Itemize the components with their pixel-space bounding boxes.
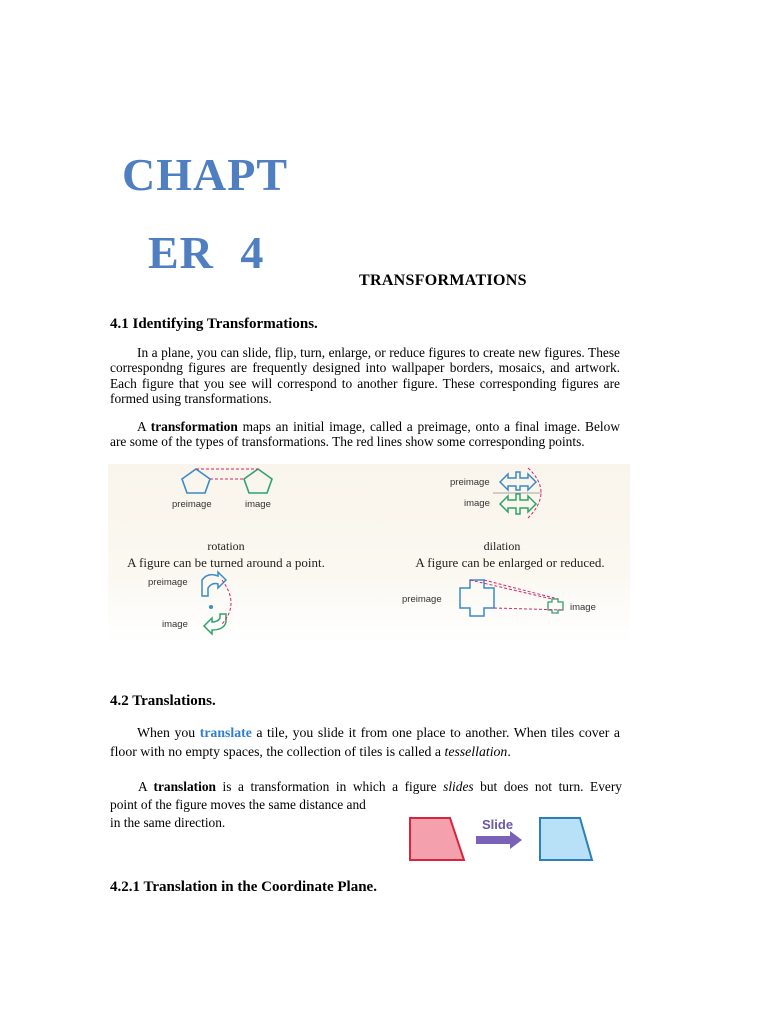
definition-line-1 [110,778,622,796]
dilation-preimage-label: preimage [402,594,442,605]
term-translate: translate [199,725,252,740]
term-transformation: transformation [150,419,238,434]
term-translation: translation [153,779,216,794]
arrow-cross-image [500,494,536,514]
intro-paragraph: In a plane, you can slide, flip, turn, enlarge, or reduce figures to create new figures. These correspondng figures are frequently designed into wallpaper borders, mosaics, and artwork. Each figure that you see will correspond to another figure. These corresponding figures are formed using transformations. [110,345,620,406]
rotation-example [148,572,231,634]
arrow-image [204,614,226,634]
dilation-ray [494,608,563,610]
rotation-image-label: image [162,619,188,630]
transformation-paragraph [110,419,620,450]
translation-preimage-label: preimage [172,499,212,510]
dilation-example [402,580,596,616]
arrow-preimage [202,572,226,596]
definition-line-2: point of the figure moves the same distance and [110,797,366,812]
document-title: TRANSFORMATIONS [359,272,527,289]
chapter-heading-line1: CHAPT [122,149,288,200]
translation-example [172,469,272,510]
reflection-preimage-label: preimage [450,477,490,488]
slide-illustration [406,814,598,866]
cross-image [548,599,563,613]
rotation-arc [222,580,231,624]
reflection-image-label: image [464,498,490,509]
dilation-ray [484,580,558,599]
text-run: . [507,744,511,759]
text-run: maps an initial image, called a preimage, onto a final image. Below are some of the types of transformations. The red lines show some corresponding points. [110,419,620,450]
text-run: a tile, you slide it from one place to another. When tiles cover a floor with no empty spaces, the collection of tiles is called a [110,725,620,759]
definition-line-3: in the same direction. [110,815,226,830]
rotation-description: A figure can be turned around a point. [127,555,325,570]
text-run: but does not turn. Every [473,779,623,794]
pentagon-image [244,469,272,493]
trapezoid-preimage [410,818,464,860]
rotation-heading: rotation [207,539,245,553]
cross-preimage [460,580,494,616]
reflection-example [450,468,542,518]
transformations-figure [108,464,630,644]
text-run: A [137,419,151,434]
trapezoid-image [540,818,592,860]
text-run: is a transformation in which a figure [215,779,444,794]
section-heading-4-2-1: 4.2.1 Translation in the Coordinate Plane. [110,879,377,895]
dilation-image-label: image [570,602,596,613]
term-slides: slides [443,779,474,794]
term-tessellation: tessellation [444,744,508,759]
slide-arrow-icon [476,831,522,849]
section-heading-4-2: 4.2 Translations. [110,693,216,709]
arrow-cross-preimage [500,472,536,490]
dilation-heading: dilation [483,539,521,553]
dilation-ray [470,580,552,599]
text-run: A [138,779,154,794]
transformations-illustration [108,464,630,644]
translation-image-label: image [245,499,271,510]
translate-paragraph [110,723,620,761]
slide-label: Slide [482,817,514,832]
chapter-heading-line2: ER 4 [148,227,265,278]
section-heading-4-1: 4.1 Identifying Transformations. [110,316,318,332]
rotation-preimage-label: preimage [148,577,188,588]
dilation-description: A figure can be enlarged or reduced. [415,555,605,570]
rotation-center [209,605,213,609]
text-run: When you [137,725,200,740]
pentagon-preimage [182,469,210,493]
